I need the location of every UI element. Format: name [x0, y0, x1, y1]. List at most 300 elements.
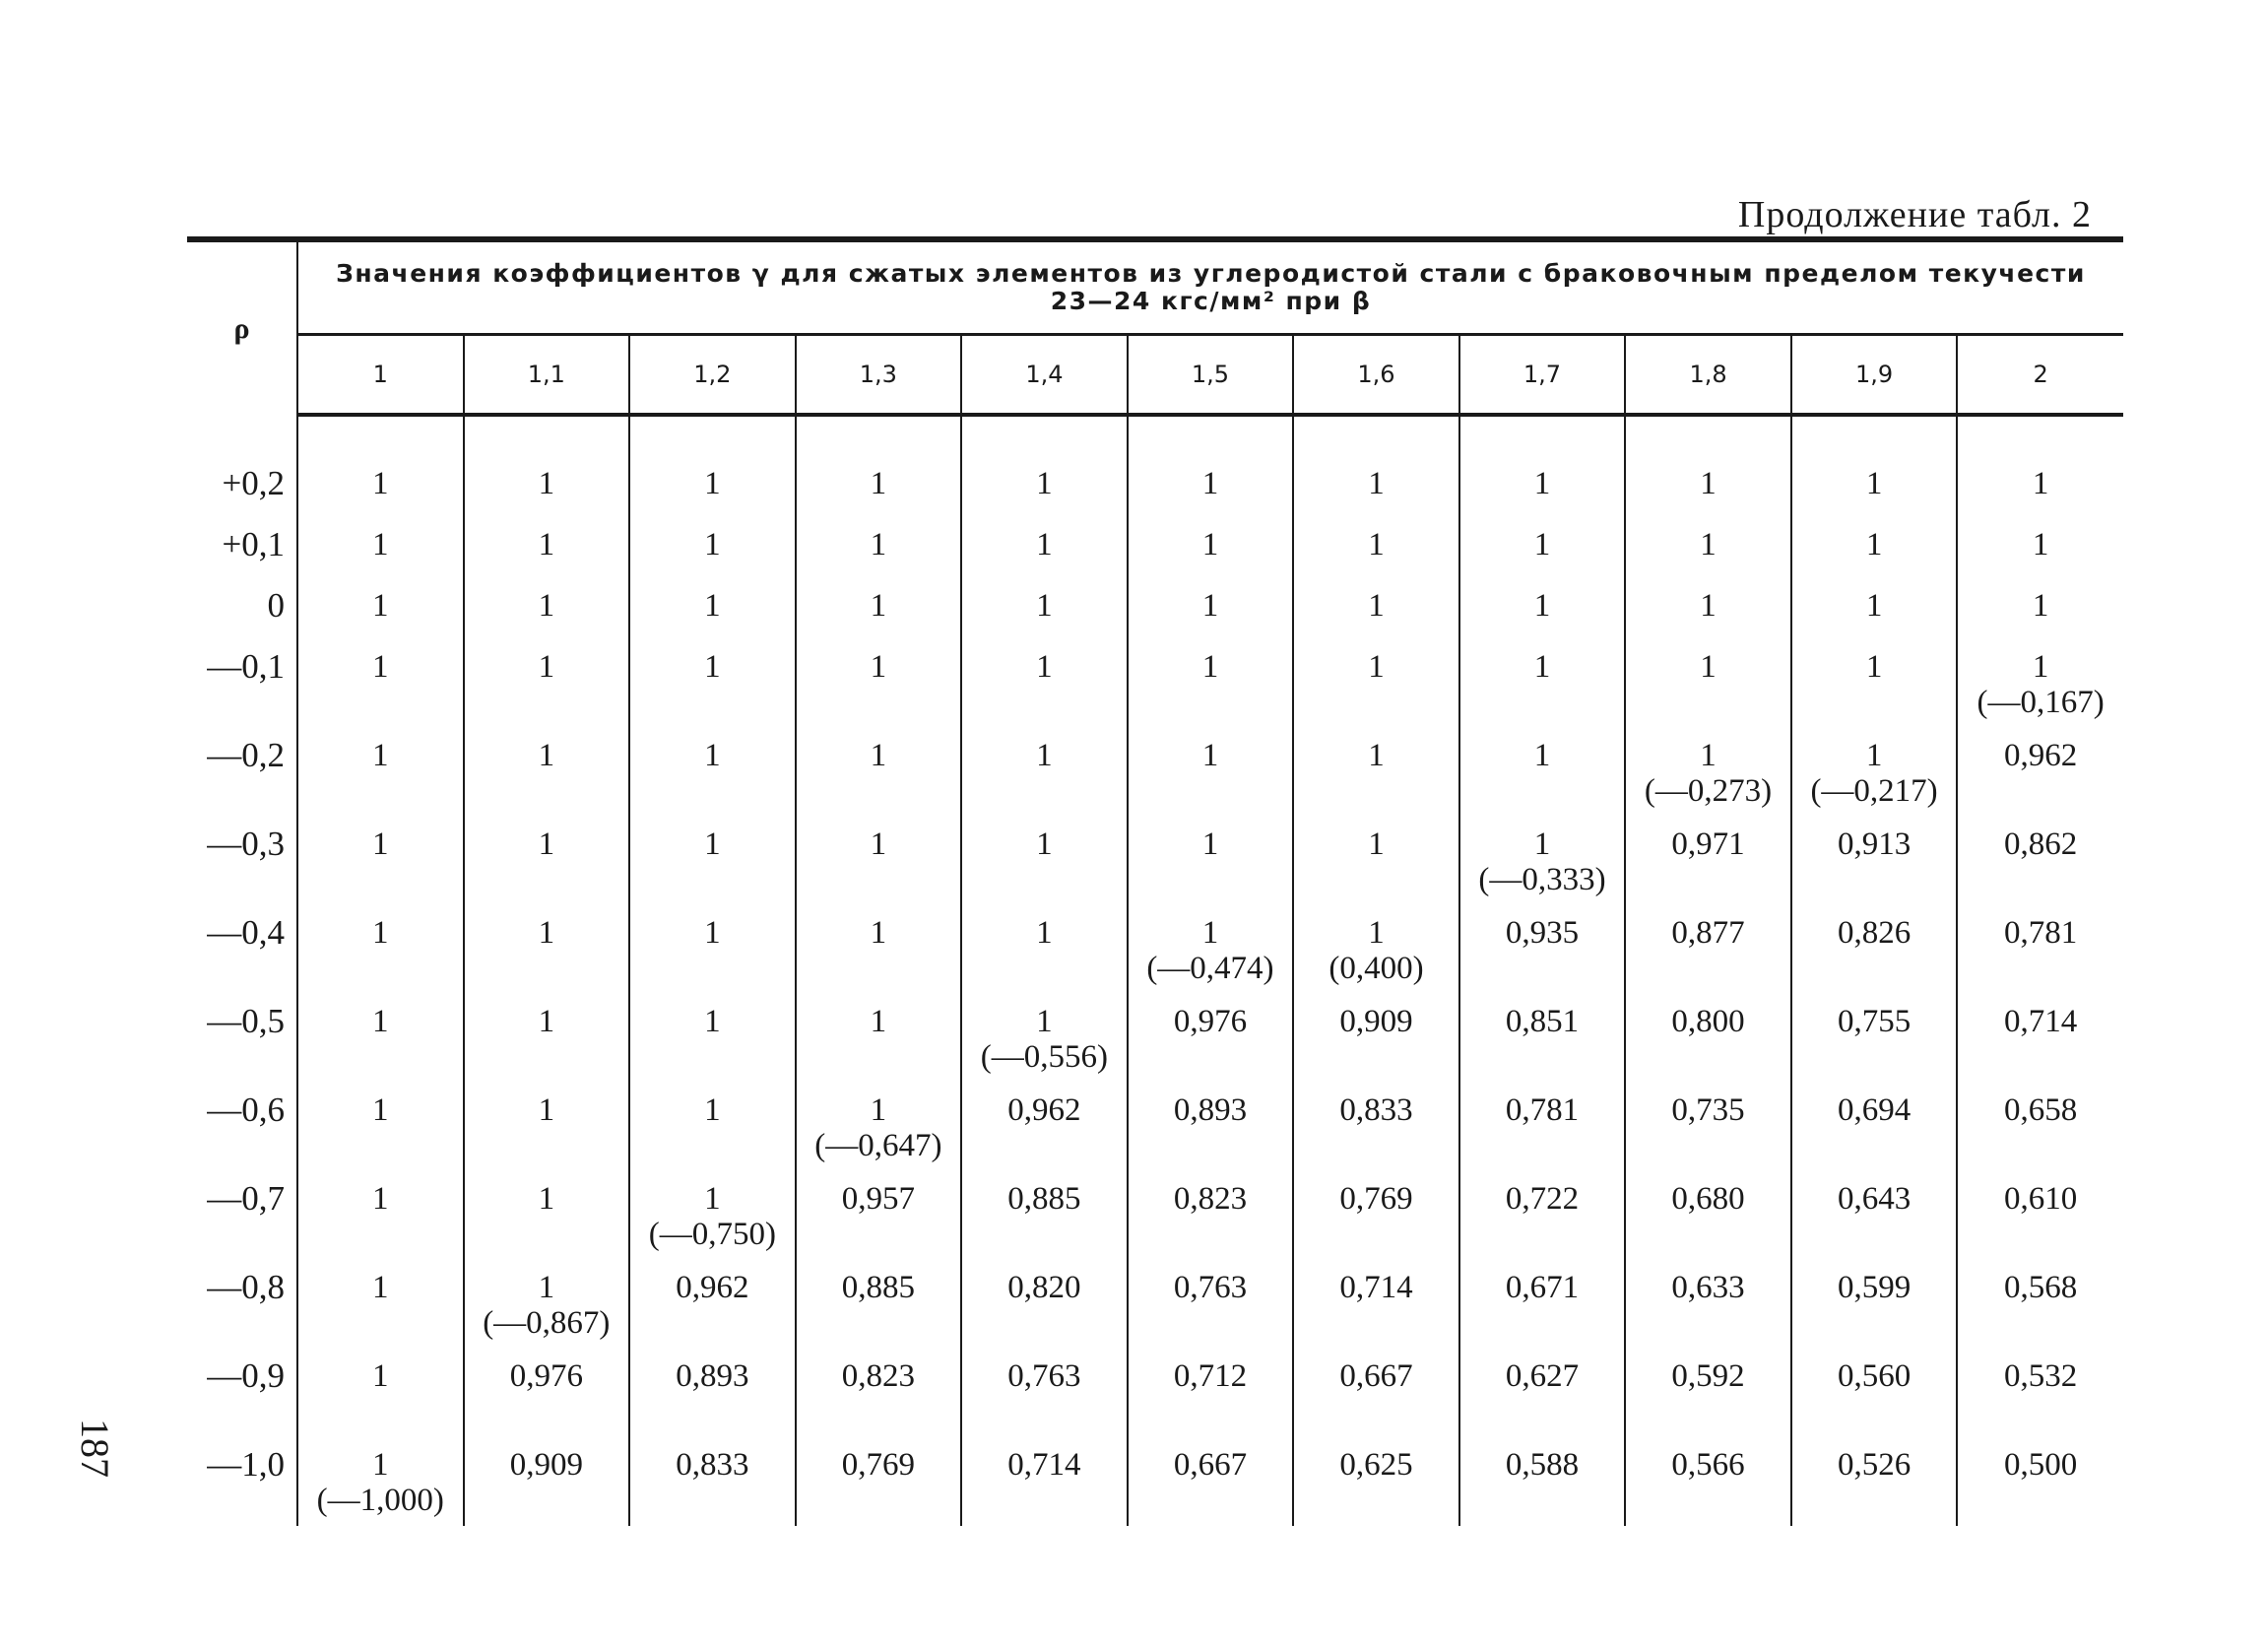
gamma-value: 1 [870, 738, 887, 773]
gamma-value: 0,962 [2004, 738, 2078, 773]
gamma-value: 0,826 [1837, 915, 1912, 951]
gamma-value: 1 [870, 466, 887, 501]
gamma-value-cell [1957, 817, 2123, 905]
gamma-value-cell [1128, 639, 1294, 728]
gamma-value: 1 [1700, 738, 1717, 773]
rho-value-cell: +0,1 [187, 517, 297, 578]
gamma-value-cell [1459, 517, 1626, 578]
gamma-value-cell [1128, 994, 1294, 1083]
gamma-value: 0,893 [1173, 1092, 1248, 1128]
limit-rho-value: (—0,750) [648, 1217, 776, 1252]
gamma-value: 1 [704, 527, 721, 562]
rho-value-cell: —0,7 [187, 1171, 297, 1260]
gamma-value-cell [629, 994, 796, 1083]
gamma-value-cell [1791, 1437, 1958, 1526]
gamma-value: 0,962 [1007, 1092, 1081, 1128]
gamma-value-cell [464, 639, 630, 728]
rho-value-cell: +0,2 [187, 456, 297, 517]
gamma-value: 1 [2032, 588, 2049, 624]
table-row [187, 639, 2123, 728]
gamma-value: 1 [1700, 649, 1717, 685]
limit-rho-value: (—0,273) [1644, 773, 1773, 809]
gamma-value: 0,712 [1173, 1358, 1248, 1394]
gamma-value-cell [464, 517, 630, 578]
gamma-value: 0,755 [1837, 1004, 1912, 1039]
gamma-value-cell [1128, 1083, 1294, 1171]
table-title: Значения коэффициентов γ для сжатых элементов из углеродистой стали с браковочным пределом текучести 23—24 кгс/мм² при β [297, 239, 2123, 335]
gamma-value: 0,971 [1671, 826, 1745, 862]
gamma-value-cell [629, 1349, 796, 1437]
gamma-value-cell [796, 1171, 962, 1260]
gamma-value-cell [796, 994, 962, 1083]
gamma-value-cell [1625, 1260, 1791, 1349]
gamma-value-cell [1957, 1083, 2123, 1171]
gamma-value-cell [297, 1260, 464, 1349]
gamma-value: 0,694 [1837, 1092, 1912, 1128]
gamma-value-cell [1791, 817, 1958, 905]
rho-value-cell: —0,5 [187, 994, 297, 1083]
gamma-value-cell [464, 728, 630, 817]
gamma-value: 0,862 [2004, 826, 2078, 862]
gamma-value-cell [1625, 905, 1791, 994]
rho-value-cell: —0,9 [187, 1349, 297, 1437]
gamma-value-cell [1459, 728, 1626, 817]
gamma-value-cell [796, 456, 962, 517]
gamma-value-cell [297, 1083, 464, 1171]
gamma-value-cell [1791, 1171, 1958, 1260]
gamma-value: 1 [1533, 826, 1551, 862]
gamma-value: 0,885 [841, 1270, 915, 1305]
gamma-value-cell [1293, 1437, 1459, 1526]
gamma-value-cell [1957, 1349, 2123, 1437]
gamma-value: 1 [538, 738, 555, 773]
gamma-value-cell [1459, 456, 1626, 517]
gamma-value-cell [297, 578, 464, 639]
gamma-value-cell [297, 728, 464, 817]
gamma-value: 1 [870, 588, 887, 624]
gamma-value: 0,680 [1671, 1181, 1745, 1217]
gamma-value: 0,560 [1837, 1358, 1912, 1394]
gamma-value: 1 [1201, 738, 1219, 773]
gamma-value-cell [961, 1349, 1128, 1437]
gamma-value-cell [1957, 905, 2123, 994]
rho-value-cell: —0,4 [187, 905, 297, 994]
gamma-value: 1 [1368, 915, 1385, 951]
gamma-value: 0,962 [676, 1270, 749, 1305]
gamma-value: 0,588 [1505, 1447, 1580, 1483]
gamma-value-cell [1957, 728, 2123, 817]
gamma-value: 1 [704, 915, 721, 951]
gamma-value-cell [464, 1349, 630, 1437]
gamma-value-cell [629, 905, 796, 994]
gamma-value-cell [629, 1171, 796, 1260]
gamma-value-cell [961, 578, 1128, 639]
gamma-value: 0,714 [2004, 1004, 2078, 1039]
limit-rho-value: (—0,647) [814, 1128, 942, 1163]
gamma-value: 1 [704, 1181, 721, 1217]
beta-header-cell: 1,4 [961, 335, 1128, 416]
gamma-value-cell [1957, 517, 2123, 578]
gamma-value-cell [961, 517, 1128, 578]
gamma-value-cell [961, 817, 1128, 905]
gamma-value-cell [629, 517, 796, 578]
gamma-value: 1 [1865, 649, 1883, 685]
beta-header-cell: 1,6 [1293, 335, 1459, 416]
gamma-value: 0,769 [841, 1447, 915, 1483]
gamma-value: 1 [870, 527, 887, 562]
rho-value-cell: —1,0 [187, 1437, 297, 1526]
gamma-value: 0,913 [1837, 826, 1912, 862]
gamma-value-cell [1293, 639, 1459, 728]
gamma-value-cell [629, 578, 796, 639]
gamma-value-cell [796, 1260, 962, 1349]
gamma-value: 1 [538, 527, 555, 562]
spacer-cell [187, 415, 297, 456]
gamma-value: 1 [1865, 527, 1883, 562]
gamma-value: 1 [1036, 826, 1053, 862]
beta-header-cell: 1,8 [1625, 335, 1791, 416]
gamma-value: 0,957 [841, 1181, 915, 1217]
gamma-value: 1 [1201, 466, 1219, 501]
gamma-value-cell [796, 517, 962, 578]
gamma-value: 1 [1036, 588, 1053, 624]
rho-column-header: ρ [187, 239, 297, 415]
gamma-value-cell [1957, 994, 2123, 1083]
gamma-value: 1 [704, 466, 721, 501]
gamma-value-cell [1625, 578, 1791, 639]
gamma-value-cell [297, 905, 464, 994]
gamma-value-cell [464, 578, 630, 639]
limit-rho-value: (—0,867) [483, 1305, 611, 1341]
gamma-value-cell [961, 1171, 1128, 1260]
gamma-value-cell [961, 1083, 1128, 1171]
beta-header-cell: 1,3 [796, 335, 962, 416]
gamma-value: 0,671 [1505, 1270, 1580, 1305]
gamma-value-cell [1293, 1260, 1459, 1349]
gamma-value-cell [464, 1083, 630, 1171]
table-row [187, 578, 2123, 639]
gamma-value-cell [297, 817, 464, 905]
gamma-value: 0,735 [1671, 1092, 1745, 1128]
gamma-value: 1 [538, 588, 555, 624]
gamma-value: 1 [704, 1092, 721, 1128]
gamma-value: 0,568 [2004, 1270, 2078, 1305]
gamma-value: 1 [1368, 649, 1385, 685]
gamma-value: 0,592 [1671, 1358, 1745, 1394]
gamma-value-cell [1128, 728, 1294, 817]
gamma-value: 1 [372, 649, 389, 685]
gamma-value-cell [629, 728, 796, 817]
gamma-value-cell [1957, 1171, 2123, 1260]
gamma-value: 0,532 [2004, 1358, 2078, 1394]
gamma-value: 0,643 [1837, 1181, 1912, 1217]
table-row [187, 1083, 2123, 1171]
rho-value-cell: —0,2 [187, 728, 297, 817]
gamma-value: 1 [870, 915, 887, 951]
gamma-value-cell [464, 905, 630, 994]
gamma-value: 1 [372, 1447, 389, 1483]
gamma-value: 0,851 [1505, 1004, 1580, 1039]
table-row [187, 517, 2123, 578]
gamma-value: 0,823 [1173, 1181, 1248, 1217]
gamma-value-cell [1791, 994, 1958, 1083]
gamma-value-cell [464, 1171, 630, 1260]
gamma-value: 1 [1865, 588, 1883, 624]
limit-rho-value: (—0,217) [1810, 773, 1938, 809]
gamma-value-cell [1293, 994, 1459, 1083]
gamma-value: 1 [704, 649, 721, 685]
beta-header-cell: 1,7 [1459, 335, 1626, 416]
gamma-value: 1 [870, 1092, 887, 1128]
gamma-value-cell [1459, 994, 1626, 1083]
gamma-value-cell [1791, 639, 1958, 728]
gamma-value: 1 [1036, 466, 1053, 501]
gamma-value: 1 [1533, 588, 1551, 624]
gamma-value-cell [1957, 1260, 2123, 1349]
table-row [187, 1437, 2123, 1526]
gamma-value-cell [1128, 905, 1294, 994]
gamma-value: 0,877 [1671, 915, 1745, 951]
gamma-value: 1 [1201, 915, 1219, 951]
page-number: 187 [73, 1419, 117, 1478]
gamma-value: 1 [2032, 649, 2049, 685]
gamma-value-cell [297, 994, 464, 1083]
gamma-value: 1 [704, 738, 721, 773]
gamma-value-cell [1625, 517, 1791, 578]
gamma-value-cell [796, 905, 962, 994]
gamma-value-cell [796, 639, 962, 728]
gamma-value-cell [297, 456, 464, 517]
gamma-value: 1 [1368, 826, 1385, 862]
gamma-value-cell [796, 728, 962, 817]
gamma-value-cell [961, 1437, 1128, 1526]
gamma-value: 0,667 [1173, 1447, 1248, 1483]
gamma-value: 1 [372, 1181, 389, 1217]
gamma-value: 0,781 [2004, 915, 2078, 951]
beta-header-cell: 1,1 [464, 335, 630, 416]
gamma-value-cell [1293, 817, 1459, 905]
table-row [187, 905, 2123, 994]
gamma-value-cell [1791, 905, 1958, 994]
gamma-value: 1 [870, 1004, 887, 1039]
gamma-value-cell [961, 728, 1128, 817]
gamma-value: 1 [1201, 588, 1219, 624]
gamma-value: 1 [538, 915, 555, 951]
gamma-value-cell [1625, 456, 1791, 517]
gamma-value-cell [1293, 517, 1459, 578]
table-caption: Продолжение табл. 2 [1737, 194, 2092, 235]
gamma-value-cell [629, 817, 796, 905]
gamma-value: 1 [704, 1004, 721, 1039]
gamma-value-cell [1957, 639, 2123, 728]
table-row [187, 1349, 2123, 1437]
gamma-value-cell [1791, 1260, 1958, 1349]
gamma-value-cell [1128, 1171, 1294, 1260]
gamma-value-cell [1791, 578, 1958, 639]
gamma-value-cell [1625, 817, 1791, 905]
gamma-value: 1 [1368, 588, 1385, 624]
gamma-value-cell [1293, 905, 1459, 994]
gamma-value: 1 [1368, 466, 1385, 501]
gamma-value: 1 [372, 826, 389, 862]
beta-header-cell: 1 [297, 335, 464, 416]
gamma-value: 1 [1201, 649, 1219, 685]
gamma-value: 1 [538, 1181, 555, 1217]
gamma-value: 1 [538, 1270, 555, 1305]
gamma-value-cell [1625, 1171, 1791, 1260]
limit-rho-value: (—0,474) [1146, 951, 1274, 986]
gamma-value: 0,823 [841, 1358, 915, 1394]
gamma-value: 1 [1201, 527, 1219, 562]
gamma-value: 0,763 [1173, 1270, 1248, 1305]
gamma-value: 0,800 [1671, 1004, 1745, 1039]
gamma-value-cell [961, 1260, 1128, 1349]
table-row [187, 728, 2123, 817]
gamma-value-cell [1791, 728, 1958, 817]
gamma-value-cell [629, 456, 796, 517]
gamma-value-cell [1293, 578, 1459, 639]
gamma-value: 0,833 [1339, 1092, 1413, 1128]
gamma-value-cell [1459, 1260, 1626, 1349]
gamma-value: 0,781 [1505, 1092, 1580, 1128]
gamma-value-cell [961, 456, 1128, 517]
gamma-value: 1 [1533, 738, 1551, 773]
limit-rho-value: (—1,000) [316, 1483, 444, 1518]
gamma-value-cell [1459, 578, 1626, 639]
gamma-value: 0,500 [2004, 1447, 2078, 1483]
gamma-value-cell [629, 1437, 796, 1526]
gamma-value: 0,625 [1339, 1447, 1413, 1483]
gamma-value: 1 [538, 466, 555, 501]
gamma-value: 1 [372, 1092, 389, 1128]
gamma-value: 0,885 [1007, 1181, 1081, 1217]
gamma-value: 1 [1865, 738, 1883, 773]
gamma-value: 1 [1533, 649, 1551, 685]
gamma-value: 0,833 [676, 1447, 749, 1483]
table-row [187, 994, 2123, 1083]
gamma-value-cell [1128, 817, 1294, 905]
gamma-value-cell [297, 1171, 464, 1260]
gamma-value-cell [1791, 456, 1958, 517]
gamma-value: 1 [1201, 826, 1219, 862]
gamma-value: 0,722 [1505, 1181, 1580, 1217]
gamma-value: 1 [1533, 527, 1551, 562]
gamma-value-cell [464, 456, 630, 517]
gamma-value: 0,633 [1671, 1270, 1745, 1305]
gamma-value: 0,909 [1339, 1004, 1413, 1039]
gamma-value: 1 [2032, 466, 2049, 501]
table-row [187, 1171, 2123, 1260]
gamma-value: 0,610 [2004, 1181, 2078, 1217]
gamma-value-cell [1459, 905, 1626, 994]
gamma-value-cell [1128, 1437, 1294, 1526]
gamma-value-cell [1791, 1349, 1958, 1437]
rho-value-cell: —0,6 [187, 1083, 297, 1171]
gamma-value-cell [796, 1083, 962, 1171]
gamma-value: 1 [870, 826, 887, 862]
gamma-value-cell [1293, 1171, 1459, 1260]
gamma-value-cell [464, 1260, 630, 1349]
gamma-value: 1 [372, 738, 389, 773]
gamma-value-cell [1625, 994, 1791, 1083]
gamma-value-cell [1957, 1437, 2123, 1526]
gamma-value: 1 [372, 1004, 389, 1039]
gamma-value-cell [1459, 817, 1626, 905]
gamma-value-cell [1625, 1083, 1791, 1171]
gamma-coefficients-table [187, 236, 2123, 1526]
gamma-value: 0,763 [1007, 1358, 1081, 1394]
gamma-value: 1 [538, 649, 555, 685]
gamma-value-cell [1625, 1437, 1791, 1526]
gamma-value-cell [1293, 728, 1459, 817]
gamma-value: 1 [538, 1004, 555, 1039]
gamma-value-cell [297, 1349, 464, 1437]
gamma-value-cell [464, 1437, 630, 1526]
gamma-value-cell [1625, 1349, 1791, 1437]
gamma-value-cell [1128, 1349, 1294, 1437]
gamma-value-cell [961, 994, 1128, 1083]
gamma-value-cell [1957, 456, 2123, 517]
gamma-value: 1 [1700, 466, 1717, 501]
gamma-value: 1 [1036, 649, 1053, 685]
gamma-value: 0,658 [2004, 1092, 2078, 1128]
gamma-value-cell [796, 1349, 962, 1437]
gamma-value: 0,820 [1007, 1270, 1081, 1305]
gamma-value-cell [629, 639, 796, 728]
beta-header-cell: 1,5 [1128, 335, 1294, 416]
gamma-value: 1 [1036, 1004, 1053, 1039]
gamma-value: 1 [1368, 738, 1385, 773]
gamma-value: 1 [704, 826, 721, 862]
gamma-value: 0,566 [1671, 1447, 1745, 1483]
gamma-value-cell [961, 905, 1128, 994]
gamma-value: 1 [372, 915, 389, 951]
gamma-value: 1 [1036, 527, 1053, 562]
gamma-value: 1 [704, 588, 721, 624]
rho-value-cell: —0,8 [187, 1260, 297, 1349]
gamma-value: 1 [372, 527, 389, 562]
gamma-value-cell [1957, 578, 2123, 639]
gamma-value: 1 [372, 588, 389, 624]
gamma-value-cell [796, 1437, 962, 1526]
gamma-value: 0,976 [1173, 1004, 1248, 1039]
limit-rho-value: (—0,556) [980, 1039, 1109, 1075]
gamma-value-cell [1293, 1083, 1459, 1171]
gamma-value: 0,526 [1837, 1447, 1912, 1483]
gamma-value: 0,909 [509, 1447, 583, 1483]
table-row [187, 817, 2123, 905]
table-row [187, 1260, 2123, 1349]
gamma-value-cell [1459, 1437, 1626, 1526]
table-row [187, 456, 2123, 517]
gamma-value-cell [1625, 728, 1791, 817]
gamma-value: 0,714 [1339, 1270, 1413, 1305]
gamma-value: 0,769 [1339, 1181, 1413, 1217]
limit-rho-value: (—0,333) [1478, 862, 1606, 897]
gamma-value-cell [1293, 456, 1459, 517]
beta-header-cell: 2 [1957, 335, 2123, 416]
gamma-value-cell [1128, 517, 1294, 578]
gamma-value-cell [1128, 1260, 1294, 1349]
gamma-value: 1 [538, 826, 555, 862]
gamma-value: 0,599 [1837, 1270, 1912, 1305]
rho-value-cell: 0 [187, 578, 297, 639]
gamma-value-cell [297, 1437, 464, 1526]
gamma-value: 1 [372, 1358, 389, 1394]
gamma-value-cell [796, 578, 962, 639]
gamma-value-cell [1293, 1349, 1459, 1437]
gamma-value: 0,627 [1505, 1358, 1580, 1394]
